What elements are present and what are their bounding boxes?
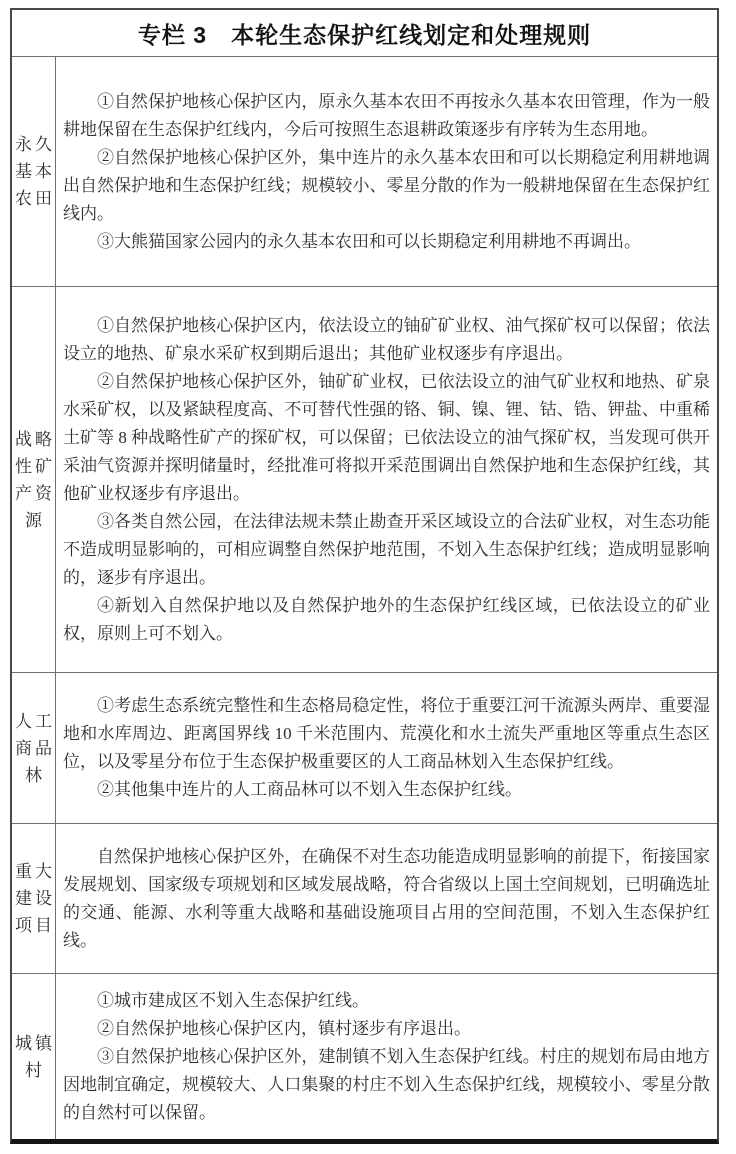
row-content-commercial-forest: [56, 673, 717, 823]
table-row-strategic-minerals: [12, 287, 717, 673]
policy-table: [10, 8, 719, 1144]
row-content-permanent-farmland: [56, 57, 717, 286]
paragraph: ①自然保护地核心保护区内，依法设立的铀矿矿业权、油气探矿权可以保留；依法设立的地热、矿泉水采矿权到期后退出；其他矿业权逐步有序退出。: [63, 315, 710, 363]
table-row-towns-villages: [12, 974, 717, 1139]
table-title: 专栏 3 本轮生态保护红线划定和处理规则: [137, 21, 592, 48]
row-label-major-projects: [12, 824, 56, 973]
paragraph: ①考虑生态系统完整性和生态格局稳定性，将位于重要江河干流源头两岸、重要湿地和水库周边、距离国界线 10 千米范围内、荒漠化和水土流失严重地区等重点生态区位，以及零星分布位于生态保护极重要区的人工商品林划入生态保护红线。: [63, 696, 710, 771]
row-content-towns-villages: [56, 974, 717, 1139]
paragraph: ③自然保护地核心保护区外，建制镇不划入生态保护红线。村庄的规划布局由地方因地制宜确定，规模较大、人口集聚的村庄不划入生态保护红线，规模较小、零星分散的自然村可以保留。: [63, 1046, 710, 1122]
row-label-line: 林: [25, 765, 45, 785]
paragraph: ②其他集中连片的人工商品林可以不划入生态保护红线。: [97, 780, 522, 799]
row-content-major-projects: [56, 824, 717, 973]
row-label-line: 项目: [15, 916, 55, 935]
paragraph: ②自然保护地核心保护区内，镇村逐步有序退出。: [97, 1018, 471, 1038]
paragraph: ②自然保护地核心保护区外，集中连片的永久基本农田和可以长期稳定利用耕地调出自然保护地和生态保护红线；规模较小、零星分散的作为一般耕地保留在生态保护红线内。: [63, 147, 710, 223]
paragraph: ①自然保护地核心保护区内，原永久基本农田不再按永久基本农田管理，作为一般耕地保留在生态保护红线内，今后可按照生态退耕政策逐步有序转为生态用地。: [63, 91, 710, 139]
paragraph: 自然保护地核心保护区外，在确保不对生态功能造成明显影响的前提下，衔接国家发展规划、国家级专项规划和区域发展战略，符合省级以上国土空间规划，已明确选址的交通、能源、水利等重大战略和基础设施项目占用的空间范围，不划入生态保护红线。: [63, 846, 710, 950]
row-label-line: 商品: [15, 738, 55, 758]
table-row-commercial-forest: [12, 673, 717, 824]
row-label-line: 源: [25, 510, 45, 530]
row-label-line: 建设: [15, 889, 55, 908]
row-label-permanent-farmland: [12, 57, 56, 286]
row-label-line: 性矿: [15, 456, 55, 476]
paragraph: ①城市建成区不划入生态保护红线。: [97, 990, 369, 1010]
row-label-commercial-forest: [12, 673, 56, 823]
row-label-line: 城镇: [15, 1033, 55, 1053]
row-label-line: 产资: [15, 483, 55, 503]
row-label-line: 重大: [15, 862, 55, 881]
paragraph: ②自然保护地核心保护区外，铀矿矿业权，已依法设立的油气矿业权和地热、矿泉水采矿权，以及紧缺程度高、不可替代性强的铬、铜、镍、锂、钴、锆、钾盐、中重稀土矿等 8 种战略性矿产的探矿权，可以保留；已依法设立的油气探矿权，当发现可供开采油气资源并探明储量时，经批准可将拟开采范围调出自然保护地和生态保护红线，其他矿业权逐步有序退出。: [63, 371, 710, 503]
table-row-permanent-farmland: [12, 57, 717, 287]
row-label-line: 农田: [15, 189, 55, 208]
row-content-strategic-minerals: [56, 287, 717, 672]
row-label-line: 基本: [15, 162, 55, 181]
row-label-line: 村: [25, 1060, 45, 1080]
table-row-major-projects: [12, 824, 717, 974]
paragraph: ④新划入自然保护地以及自然保护地外的生态保护红线区域，已依法设立的矿业权，原则上可不划入。: [63, 595, 710, 643]
table-title-row: [12, 10, 717, 57]
row-label-line: 永久: [15, 135, 55, 154]
paragraph: ③各类自然公园，在法律法规未禁止勘查开采区域设立的合法矿业权，对生态功能不造成明显影响的，可相应调整自然保护地范围，不划入生态保护红线；造成明显影响的，逐步有序退出。: [63, 511, 710, 587]
row-label-line: 人工: [15, 711, 55, 731]
paragraph: ③大熊猫国家公园内的永久基本农田和可以长期稳定利用耕地不再调出。: [97, 231, 641, 251]
row-label-strategic-minerals: [12, 287, 56, 672]
row-label-towns-villages: [12, 974, 56, 1139]
row-label-line: 战略: [15, 429, 55, 449]
